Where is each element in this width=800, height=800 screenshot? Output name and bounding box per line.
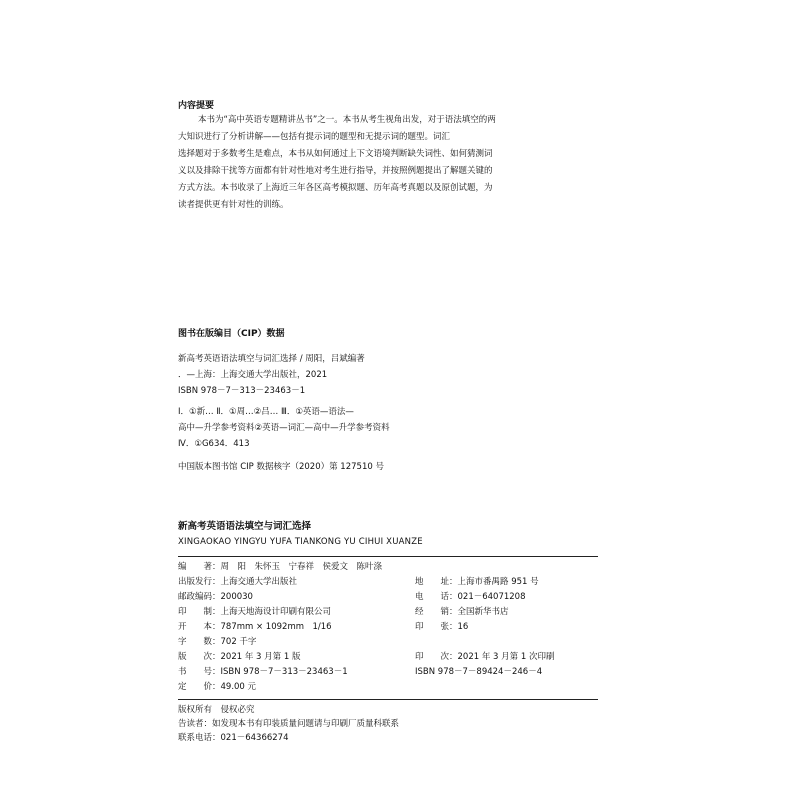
reader-notice: 告读者：如发现本书有印装质量问题请与印刷厂质量科联系	[178, 719, 400, 729]
edition: 版 次：2021 年 3 月第 1 版	[178, 652, 301, 662]
cip-line: Ⅳ．①G634．413	[178, 439, 250, 449]
divider	[178, 699, 598, 700]
isbn: 书 号：ISBN 978－7－313－23463－1	[178, 667, 348, 677]
printer: 印 制：上海天地海设计印刷有限公司	[178, 607, 332, 617]
cip-line: ．—上海：上海交通大学出版社，2021	[178, 370, 328, 380]
cip-isbn: ISBN 978－7－313－23463－1	[178, 386, 306, 396]
summary-line: 义以及排除干扰等方面都有针对性地对考生进行指导，并按照例题提出了解题关键的	[178, 166, 493, 176]
sheets: 印 张：16	[415, 622, 469, 632]
copyright-notice: 版权所有 侵权必究	[178, 705, 255, 715]
summary-line: 本书为“高中英语专题精讲丛书”之一。本书从考生视角出发，对于语法填空的两	[198, 115, 496, 125]
summary-line: 大知识进行了分析讲解——包括有提示词的题型和无提示词的题型。词汇	[178, 132, 451, 142]
phone: 电 话：021－64071208	[415, 592, 526, 602]
price: 定 价：49.00 元	[178, 682, 257, 692]
authors: 编 著：周 阳 朱怀玉 宁春祥 侯爱文 陈叶涤	[178, 562, 383, 572]
cip-line: 高中—升学参考资料②英语—词汇—高中—升学参考资料	[178, 423, 390, 433]
divider	[178, 556, 598, 557]
book-title: 新高考英语语法填空与词汇选择	[178, 521, 312, 532]
summary-line: 读者提供更有针对性的训练。	[178, 200, 289, 210]
postcode: 邮政编码：200030	[178, 592, 253, 602]
cip-line: 新高考英语语法填空与词汇选择 / 周阳，吕斌编著	[178, 354, 365, 364]
publisher: 出版发行：上海交通大学出版社	[178, 577, 298, 587]
word-count: 字 数：702 千字	[178, 637, 257, 647]
format: 开 本：787mm × 1092mm 1/16	[178, 622, 332, 632]
book-pinyin: XINGAOKAO YINGYU YUFA TIANKONG YU CIHUI XUANZE	[178, 537, 423, 547]
distributor: 经 销：全国新华书店	[415, 607, 509, 617]
cip-number: 中国版本图书馆 CIP 数据核字（2020）第 127510 号	[178, 462, 384, 472]
address: 地 址：上海市番禺路 951 号	[415, 577, 539, 587]
cip-line: Ⅰ．①新… Ⅱ．①周…②吕… Ⅲ．①英语—语法—	[178, 407, 354, 417]
isbn-secondary: ISBN 978－7－89424－246－4	[415, 667, 543, 677]
summary-line: 选择题对于多数考生是难点，本书从如何通过上下文语境判断缺失词性、如何猜测词	[178, 149, 493, 159]
contact-phone: 联系电话：021－64366274	[178, 733, 289, 743]
summary-line: 方式方法。本书收录了上海近三年各区高考模拟题、历年高考真题以及原创试题，为	[178, 183, 493, 193]
printing: 印 次：2021 年 3 月第 1 次印刷	[415, 652, 555, 662]
cip-heading: 图书在版编目（CIP）数据	[178, 329, 285, 339]
summary-heading: 内容提要	[178, 101, 215, 111]
